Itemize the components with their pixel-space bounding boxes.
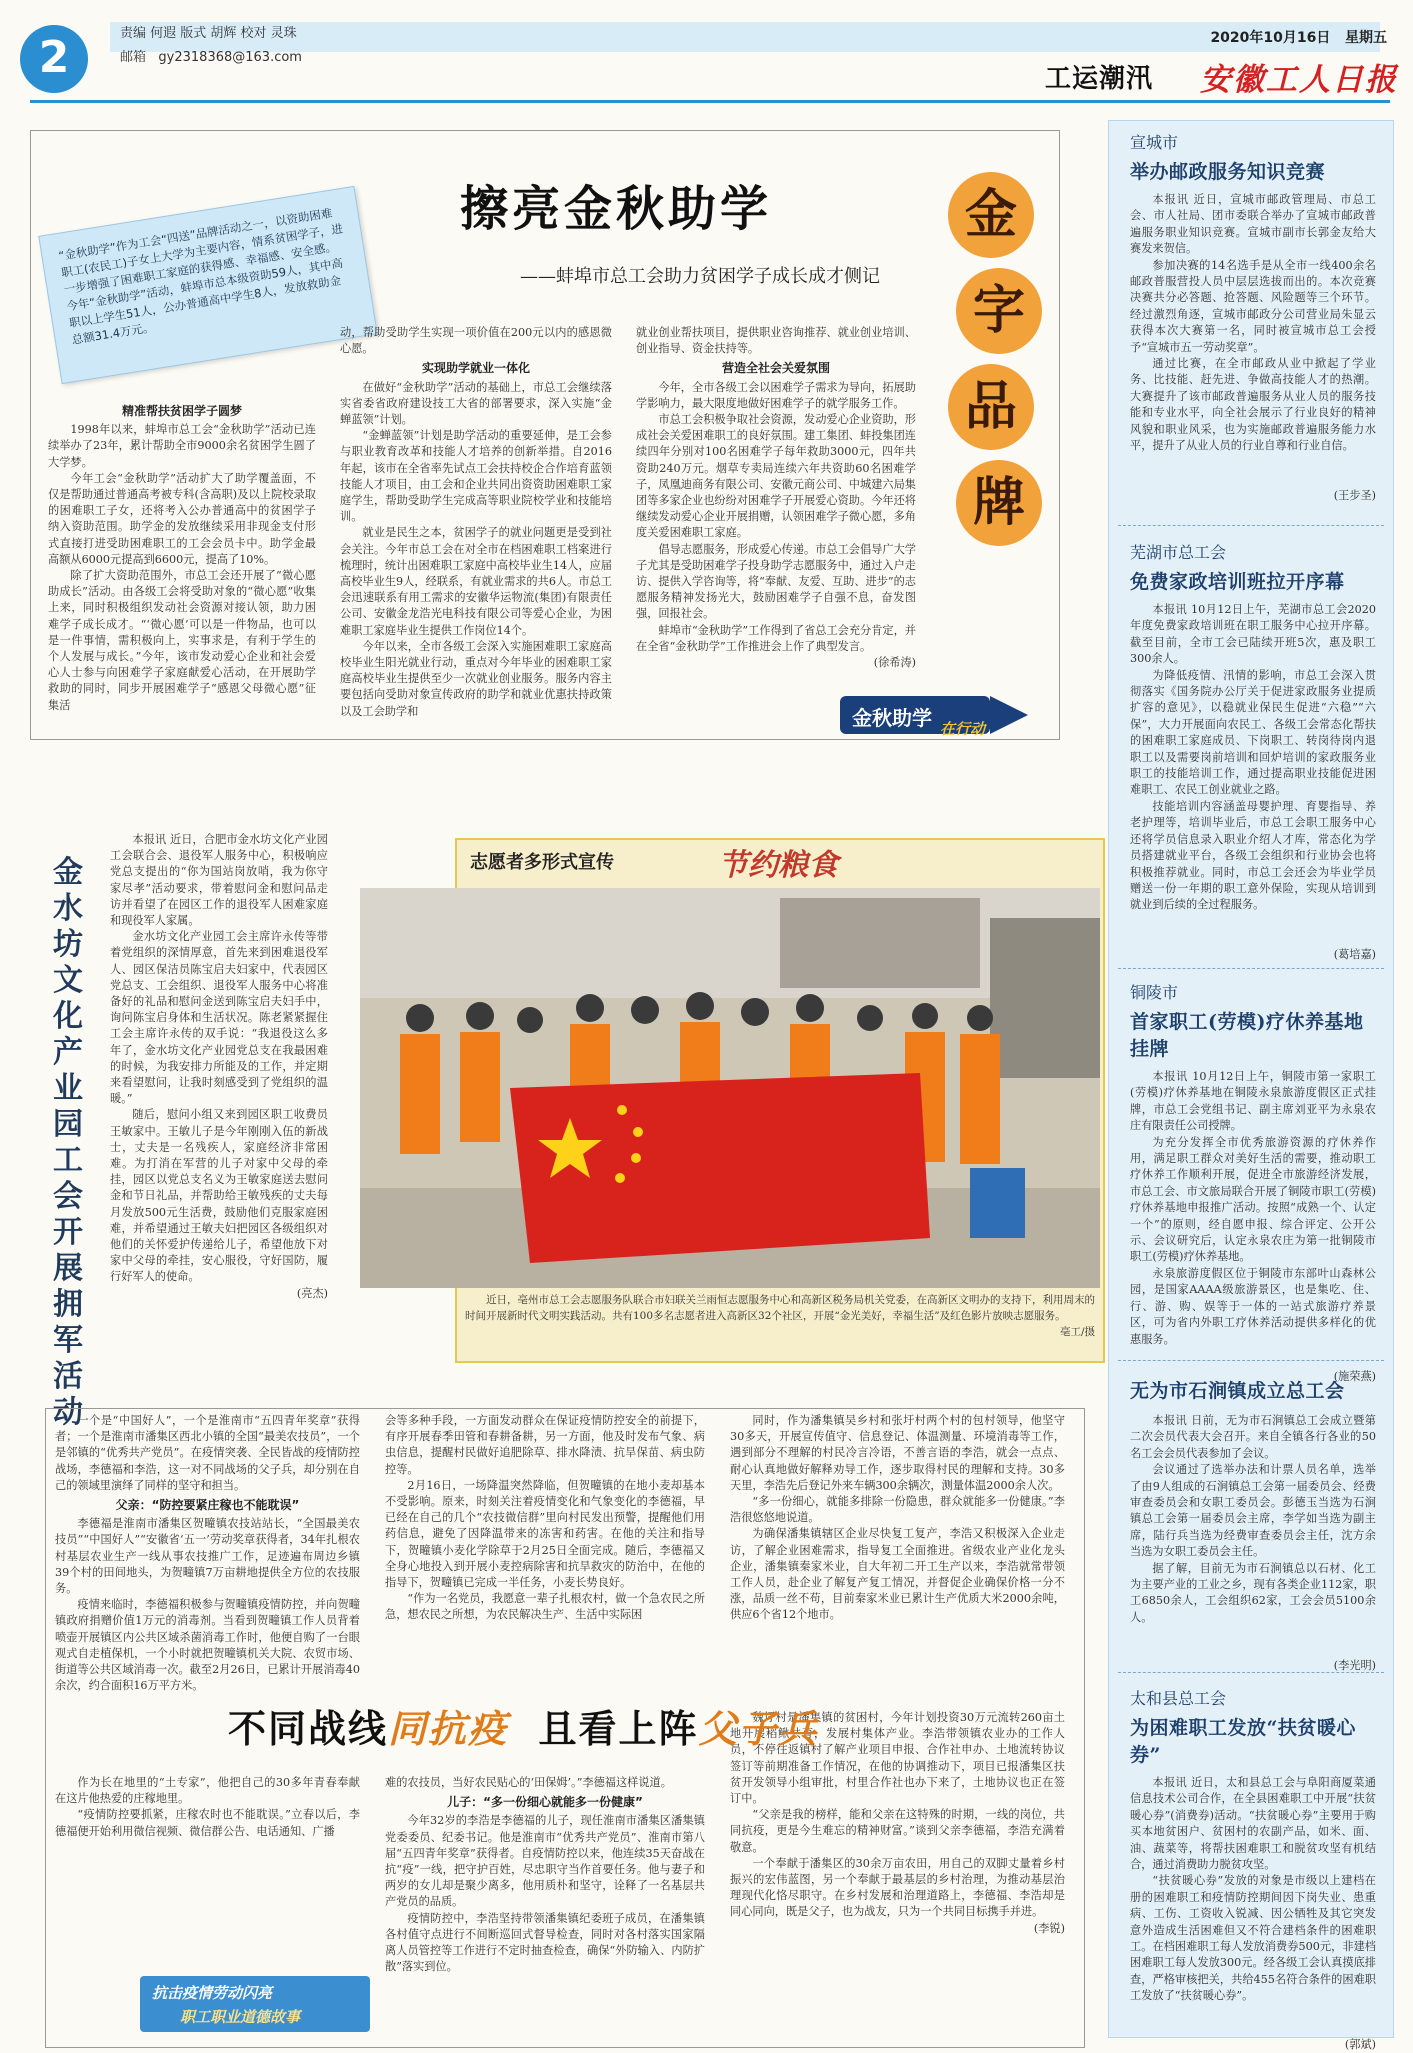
paragraph: 魏圩村是潘集镇的贫困村，今年计划投资30万元流转260亩土地开展稻鳅共育，发展村集体产业。李浩带领镇农业办的工作人员，不停往返镇村了解产业项目申报、合作社申办、土地流转协议签订等前期准备工作情况，在他的协调推动下，项目已报潘集区扶贫开发领导小组审批，村里合作社也办下来了，土地协议也正在签订中。 bbox=[730, 1711, 1065, 1806]
feature-subtitle: ——蚌埠市总工会助力贫困学子成长成才侧记 bbox=[520, 266, 880, 287]
paragraph: 本报讯 日前，无为市石涧镇总工会成立暨第二次会员代表大会召开。来自全镇各行各业的50名工会会员代表参加了会议。 bbox=[1130, 1414, 1376, 1460]
paragraph: 市总工会积极争取社会资源，发动爱心企业资助，形成社会关爱困难职工的良好氛围。建工集团、蚌投集团连续四年分别对100名困难学子每年救助3000元，四年共资助240万元。烟草专卖局连续六年共资助60名困难学子，凤凰迪商务有限公司、安徽元商公司、中城建六局集团等多家企业也纷纷对困难学子开展爱心资助。今年还将继续发动爱心企业开展捐赠，认领困难学子微心愿，多角度关爱困难职工家庭。 bbox=[636, 413, 916, 540]
paragraph: 今年以来，全市各级工会深入实施困难职工家庭高校毕业生阳光就业行动，重点对今年毕业的困难职工家庭高校毕业生提供至少一次就业创业服务。服务内容主要包括向受助对象宣传政府的助学和就业优惠扶持政策以及工会助学和 bbox=[340, 639, 612, 718]
paragraph: 就业是民生之本，贫困学子的就业问题更是受到社会关注。今年市总工会在对全市在档困难职工档案进行梳理时，统计出困难职工家庭中高校毕业生14人，应届高校毕业生9人，经联系，有就业需求的共6人。市总工会迅速联系有用工需求的安徽华运物流(集团)有限责任公司、安徽金龙浩光电科技有限公司等爱心企业，为困难职工家庭毕业生提供工作岗位14个。 bbox=[340, 526, 612, 637]
section-name: 工运潮汛 bbox=[1045, 64, 1154, 94]
brand-char: 牌 bbox=[956, 460, 1042, 546]
paragraph: 会议通过了选举办法和计票人员名单，选举了由9人组成的石涧镇总工会第一届委员会、经费审查委员会和女职工委员会。彭德玉当选为石涧镇总工会第一届委员会主席，李学如当选为副主席，陆行兵当选为经费审查委员会主任，沈方余当选为女职工委员会主任。 bbox=[1130, 1463, 1376, 1559]
paragraph: 今年，全市各级工会以困难学子需求为导向，拓展助学影响力，最大限度地做好困难学子的就学服务工作。 bbox=[636, 380, 916, 410]
paragraph: 在做好“金秋助学”活动的基础上，市总工会继续落实省委省政府建设技工大省的部署要求，深入实施“金蝉蓝领”计划。 bbox=[340, 380, 612, 427]
editors-line: 责编 何遐 版式 胡辉 校对 灵珠 bbox=[120, 26, 297, 41]
paragraph: 本报讯 10月12日上午，芜湖市总工会2020年度免费家政培训班在职工服务中心拉开序幕。截至目前，全市工会已陆续开班5次，惠及职工300余人。 bbox=[1130, 603, 1376, 666]
bottom-col1-heading: 父亲：“防控要紧庄稼也不能耽误” bbox=[115, 1498, 300, 1513]
sidebar-story bbox=[1130, 1372, 1376, 1674]
paragraph: 一个奉献于潘集区的30余万亩农田，用自己的双脚丈量着乡村振兴的宏伟蓝图，另一个奉献于最基层的乡村治理，为推动基层治理现代化恪尽职守。在乡村发展和治理道路上，李德福、李浩却是同心同向，既是父子，也为战友，只为一个共同目标携手并进。 bbox=[730, 1856, 1065, 1919]
photo-credit: 亳工/摄 bbox=[1059, 1326, 1095, 1338]
issue-weekday: 星期五 bbox=[1345, 30, 1387, 46]
bottom-column-1-cont bbox=[55, 1775, 360, 2005]
story-author: (王步圣) bbox=[1333, 489, 1376, 502]
veteran-vertical-title: 金水坊文化产业园工会开展拥军活动 bbox=[53, 855, 83, 1430]
paragraph: 金水坊文化产业园工会主席许永传等带着党组织的深情厚意，首先来到困难退役军人、园区保洁员陈宝启夫妇家中，代表园区党总支、工会组织、退役军人服务中心将准备好的礼品和慰问金送到陈宝启夫妇手中，询问陈宝启身体和生活状况。陈老紧紧握住工会主席许永传的双手说：“我退役这么多年了，金水坊文化产业园党总支在我最困难的时候，为我安排力所能及的工作，并定期来看望慰问，让我时刻感受到了党组织的温暖。” bbox=[110, 930, 328, 1106]
story-body bbox=[1130, 1069, 1376, 1369]
paragraph: 为充分发挥全市优秀旅游资源的疗休养作用，满足职工群众对美好生活的需要，推动职工疗休养工作顺利开展，促进全市旅游经济发展，市总工会、市文旅局联合开展了铜陵市职工(劳模)疗休养基地申报推广活动。按照“成熟一个、认定一个”的原则，经自愿申报、综合评定、公开公示、会议研究后，认定永泉农庄为第一批铜陵市职工(劳模)疗休养基地。 bbox=[1130, 1135, 1376, 1264]
promo-tag: 在行动 bbox=[940, 720, 986, 738]
bottom-column-3-cont bbox=[730, 1710, 1065, 2030]
feature-col3-heading: 营造全社会关爱氛围 bbox=[721, 361, 830, 376]
email-address: gy2318368@163.com bbox=[158, 50, 302, 65]
sidebar-divider bbox=[1118, 525, 1384, 526]
bottom-col2-heading: 儿子：“多一份细心就能多一份健康” bbox=[447, 1795, 643, 1810]
bottom-headline bbox=[228, 1698, 819, 1753]
brand-badge bbox=[948, 172, 1042, 546]
paragraph: 同时，作为潘集镇吴乡村和张圩村两个村的包村领导，他坚守30多天，开展宣传值守、信息登记、体温测量、环境消毒等工作，遇到部分不理解的村民冷言冷语，不善言语的李浩，就会一点点、耐心认真地做好解释劝导工作，逐步取得村民的理解和支持。30多天里，李浩先后登记外来车辆300余辆次，测量体温2000余人次。 bbox=[730, 1414, 1065, 1492]
email-line bbox=[120, 46, 302, 65]
paragraph: 参加决赛的14名选手是从全市一线400余名邮政普服营投人员中层层选拔而出的。本次竞赛决赛共分必答题、抢答题、风险题等三个环节。经过激烈角逐，宣城市邮政分公司营业局朱显云获得本次大赛第一名，同时被宣城市总工会授予“宣城市五一劳动奖章”。 bbox=[1130, 258, 1376, 354]
paragraph: 会等多种手段，一方面发动群众在保证疫情防控安全的前提下，有序开展春季田管和春耕备耕，另一方面，他及时发布气象、病虫信息，提醒村民做好追肥除草、排水降渍、抗旱保苗、病虫防控等。 bbox=[385, 1414, 705, 1476]
story-author: (施荣燕) bbox=[1333, 1370, 1376, 1383]
sidebar-story bbox=[1130, 540, 1376, 963]
veteran-article bbox=[110, 832, 328, 1362]
campaign-badge bbox=[140, 1976, 370, 2032]
story-author: (李光明) bbox=[1333, 1659, 1376, 1672]
paragraph: 据了解，目前无为市石涧镇总以石材、化工为主要产业的工业之乡，现有各类企业112家，职工6850余人，工会组织62家，工会会员5100余人。 bbox=[1130, 1561, 1376, 1624]
photo-title: 志愿者多形式宣传 bbox=[470, 852, 614, 873]
header-rule bbox=[30, 100, 1390, 103]
bottom-column-2 bbox=[385, 1413, 705, 1688]
headline-part: 且看上阵 bbox=[538, 1706, 699, 1751]
paragraph: 难的农技员，当好农民贴心的‘田保姆’。”李德福这样说道。 bbox=[385, 1776, 672, 1789]
feature-title: 擦亮金秋助学 bbox=[460, 181, 773, 237]
story-body bbox=[1130, 1413, 1376, 1658]
headline-part: 父子兵 bbox=[698, 1706, 819, 1751]
photo-caption bbox=[465, 1292, 1095, 1340]
paragraph: 为确保潘集镇辖区企业尽快复工复产，李浩又积极深入企业走访，了解企业困难需求，指导复工全面推进。省级农业产业化龙头企业，潘集镇秦家米业，自大年初二开工生产以来，李浩就常带领工作人员，赴企业了解复产复工情况，并督促企业确保价格一分不涨，品质一丝不苟，目前秦家米业已累计生产优质大米2000余吨，供应6个省12个地市。 bbox=[730, 1527, 1065, 1622]
newspaper-logo: 安徽工人日报 bbox=[1200, 62, 1398, 98]
page-number-badge: 2 bbox=[20, 25, 88, 93]
paragraph: “多一份细心，就能多排除一份隐患，群众就能多一份健康。”李浩很悠悠地说道。 bbox=[730, 1495, 1065, 1525]
story-place: 太和县总工会 bbox=[1130, 1689, 1227, 1708]
paragraph: 倡导志愿服务，形成爱心传递。市总工会倡导广大学子尤其是受助困难学子投身助学志愿服务中，通过入户走访、提供入学咨询等，将“奉献、友爱、互助、进步”的志愿服务精神发扬光大，鼓励困难学子自强不息，奋发图强，回报社会。 bbox=[636, 542, 916, 621]
paragraph: “扶贫暖心券”发放的对象是市级以上建档在册的困难职工和疫情防控期间因下岗失业、患重病、工伤、工资收入锐减、因公牺牲及其它突发意外造成生活困难但又不符合建档条件的困难职工。在档困难职工每人发放消费券500元，非建档困难职工每人发放300元。经各级工会认真摸底排查，严格审核把关，共给455名符合条件的困难职工发放了“扶贫暖心券”。 bbox=[1130, 1874, 1376, 2003]
paragraph: 本报讯 近日，宣城市邮政管理局、市总工会、市人社局、团市委联合举办了宣城市邮政普遍服务职业知识竞赛。宣城市副市长郭金友给大赛发来贺信。 bbox=[1130, 193, 1376, 256]
story-title: 举办邮政服务知识竞赛 bbox=[1130, 161, 1326, 183]
feature-col2-heading: 实现助学就业一体化 bbox=[421, 361, 530, 376]
volunteer-photo bbox=[360, 888, 1100, 1288]
paragraph: 技能培训内容涵盖母婴护理、育婴指导、养老护理等，培训毕业后，市总工会职工服务中心还将学员信息录入职业介绍人才库，常态化为学员搭建就业平台，各级工会组织和行业协会也将积极推荐就业。同时，市总工会还会为毕业学员赠送一份一年期的职工意外保险，实现从培训到就业到后续的全过程服务。 bbox=[1130, 799, 1376, 912]
story-place: 铜陵市 bbox=[1130, 983, 1179, 1002]
photo-highlight: 节约粮食 bbox=[718, 848, 838, 883]
feature-column-2 bbox=[340, 325, 612, 750]
paragraph: 今年工会“金秋助学”活动扩大了助学覆盖面，不仅是帮助通过普通高考被专科(含高职)及以上院校录取的困难职工子女，还将考入公办普通高中的贫困学子纳入资助范围。助学金的发放继续采用非现金支付形式直接打进受助困难职工的工会会员卡中。助学金最高额从6000元提高到6600元，提高了10%。 bbox=[48, 471, 316, 566]
paragraph: 蚌埠市“金秋助学”工作得到了省总工会充分肯定，并在全省“金秋助学”工作推进会上作了典型发言。 bbox=[636, 623, 916, 653]
feature-column-1 bbox=[48, 400, 316, 750]
bottom-author: (李锐) bbox=[1033, 1921, 1065, 1935]
promo-text: 金秋助学 bbox=[852, 706, 932, 730]
paragraph: 就业创业帮扶项目，提供职业咨询推荐、就业创业培训、创业指导、资金扶持等。 bbox=[636, 326, 916, 356]
paragraph: “疫情防控要抓紧，庄稼农时也不能耽误。”立春以后，李德福便开始利用微信视频、微信群公告、电话通知、广播 bbox=[55, 1808, 360, 1838]
photo-caption-text: 近日，亳州市总工会志愿服务队联合市妇联关兰雨恒志愿服务中心和高新区税务局机关党委，在高新区文明办的支持下，利用周末的时间开展新时代文明实践活动。共有100多名志愿者进入高新区32个社区，开展“金光美好，幸福生活”及红色影片放映志愿服务。 bbox=[465, 1294, 1095, 1322]
summary-card: “金秋助学”作为工会“四送”品牌活动之一，以资助困难职工(农民工)子女上大学为主要内容，情系贫困学子，进一步增强了困难职工家庭的获得感、幸福感、安全感。今年“金秋助学”活动，蚌埠市总本级资助59人，其中高职以上学生51人，公办普通高中学生8人，发放救助金总额31.4万元。 bbox=[38, 186, 378, 384]
story-body bbox=[1130, 192, 1376, 488]
paragraph: 除了扩大资助范围外，市总工会还开展了“微心愿 助成长”活动。由各级工会将受助对象的“微心愿”收集上来，同时积极组织发动社会资源对接认领，助力困难学子成长成才。“‘微心愿’可以是一件物品，也可以是一件事情，需积极向上，实事求是，有利于学生的个人发展与成长。”今年，该市发动爱心企业和社会爱心人士参与向困难学子家庭献爱心活动，在开展助学救助的同时，同步开展困难学子“感恩父母微心愿”征集活 bbox=[48, 569, 316, 712]
paragraph: 动，帮助受助学生实现一项价值在200元以内的感恩微心愿。 bbox=[340, 326, 612, 356]
campaign-badge-line1: 抗击疫情劳动闪亮 bbox=[152, 1984, 273, 2002]
brand-char: 品 bbox=[948, 364, 1034, 450]
paragraph: 本报讯 10月12日上午，铜陵市第一家职工(劳模)疗休养基地在铜陵永泉旅游度假区正式挂牌，市总工会党组书记、副主席刘亚平为永泉农庄有限责任公司授牌。 bbox=[1130, 1070, 1376, 1133]
story-title: 首家职工(劳模)疗休养基地挂牌 bbox=[1130, 1011, 1364, 1060]
veteran-author: (亮杰) bbox=[296, 1286, 328, 1300]
issue-date: 2020年10月16日 bbox=[1210, 30, 1331, 46]
paragraph: 通过比赛，在全市邮政从业中掀起了学业务、比技能、赶先进、争做高技能人才的热潮。大赛提升了该市邮政普遍服务从业人员的服务技能和专业水平，向全社会展示了行业良好的精神风貌和职业风采，也为实施邮政普遍服务能力水平，提升了从业人员的行业自尊和行业自信。 bbox=[1130, 357, 1376, 453]
paragraph: 本报讯 近日，合肥市金水坊文化产业园工会联合会、退役军人服务中心，积极响应党总支提出的“你为国站岗放哨，我为你守家尽孝”活动要求，带着慰问金和慰问品走访并看望了在园区工作的退役军人困难家庭和现役军人家属。 bbox=[110, 833, 328, 928]
headline-part: 同抗疫 bbox=[388, 1706, 509, 1751]
paragraph: “金蝉蓝领”计划是助学活动的重要延伸，是工会参与职业教育改革和技能人才培养的创新举措。自2016年起，该市在全省率先试点工会扶持校企合作培育蓝领技能人才项目，由工会和企业共同出资资助困难职工家庭学生，帮助受助学生完成高等职业院校学业和技能培训。 bbox=[340, 429, 612, 524]
sidebar-story bbox=[1130, 980, 1376, 1385]
bottom-column-3 bbox=[730, 1413, 1065, 1703]
brand-char: 金 bbox=[948, 172, 1034, 258]
paragraph: 今年32岁的李浩是李德福的儿子，现任淮南市潘集区潘集镇党委委员、纪委书记。他是淮南市“优秀共产党员”、淮南市第八届“五四青年奖章”获得者。自疫情防控以来，他连续35天奋战在抗“疫”一线，把守护百姓，尽忠职守当作首要任务。他与妻子和两岁的女儿却是聚少离多，他用质朴和坚守，诠释了一名基层共产党员的品质。 bbox=[385, 1814, 705, 1909]
headline-part: 不同战线 bbox=[228, 1706, 389, 1751]
story-title: 免费家政培训班拉开序幕 bbox=[1130, 571, 1345, 593]
story-title: 无为市石涧镇成立总工会 bbox=[1130, 1380, 1345, 1402]
email-label: 邮箱 bbox=[120, 50, 147, 65]
paragraph: 为降低疫情、汛情的影响，市总工会深入贯彻落实《国务院办公厅关于促进家政服务业提质扩容的意见》，以稳就业保民生促进“六稳”“六保”，大力开展面向农民工、各级工会常态化帮扶的困难职工家庭成员、下岗职工、转岗待岗内退职工以及需要岗前培训和回炉培训的家政服务业职工的技能培训工作，通过提高职业技能促进困难职工、农民工创业就业之路。 bbox=[1130, 668, 1376, 797]
story-place: 芜湖市总工会 bbox=[1130, 543, 1227, 562]
paragraph: “父亲是我的榜样，能和父亲在这特殊的时期，一线的岗位，共同抗疫，更是今生难忘的精神财富。”谈到父亲李德福，李浩充满着敬意。 bbox=[730, 1808, 1065, 1854]
feature-author: (徐希涛) bbox=[873, 656, 916, 670]
sidebar-story bbox=[1130, 130, 1376, 504]
promo-badge bbox=[840, 690, 1030, 746]
bottom-column-2-cont bbox=[385, 1775, 705, 2030]
volunteer-photo-image bbox=[360, 888, 1100, 1288]
bottom-column-1 bbox=[55, 1413, 360, 1693]
paragraph: 本报讯 近日，太和县总工会与阜阳商厦菜通信息技术公司合作，在全县困难职工中开展“扶贫暖心券”(消费券)活动。“扶贫暖心券”主要用于购买本地贫困户、贫困村的农副产品，如米、面、油、蔬菜等，将帮扶困难职工和脱贫攻坚有机结合，通过消费助力脱贫攻坚。 bbox=[1130, 1776, 1376, 1872]
paragraph: 疫情防控中，李浩坚持带领潘集镇纪委班子成员，在潘集镇各村值守点进行不间断巡回式督导检查，同时对各村落实国家隔离人员管控等工作进行不定时抽查检查，确保“外防输入、内防扩散”落实到位。 bbox=[385, 1911, 705, 1974]
paragraph: 疫情来临时，李德福积极参与贺疃镇疫情防控，并向贺疃镇政府捐赠价值1万元的消毒剂。当看到贺疃镇工作人员背着喷壶开展镇区内公共区域杀菌消毒工作时，他便自购了一台眼观式自走植保机，一个小时就把贺疃镇机关大院、农贸市场、街道等公共区域消毒一次。截至2月26日，已累计开展消毒40余次，约合面积16万平方米。 bbox=[55, 1598, 360, 1693]
paragraph: 随后，慰问小组又来到园区职工收费员王敏家中。王敏儿子是今年刚刚入伍的新战士，丈夫是一名残疾人，家庭经济非常困难。为打消在军营的儿子对家中父母的牵挂，园区以党总支名义为王敏家庭送去慰问金和节日礼品，并帮助给王敏残疾的丈夫每月发放500元生活费，鼓励他们克服家庭困难，并希望通过王敏夫妇把园区各级组织对他们的关怀爱护传递给儿子，希望他放下对家中父母的牵挂，安心服役，守好国防，履行好军人的使命。 bbox=[110, 1108, 328, 1284]
sidebar-divider bbox=[1118, 1672, 1384, 1673]
paragraph: 作为长在地里的“土专家”，他把自己的30多年青春奉献在这片他热爱的庄稼地里。 bbox=[55, 1776, 360, 1806]
paragraph: “作为一名党员，我愿意一辈子扎根农村，做一个急农民之所急，想农民之所想，为农民解决生产、生活中实际困 bbox=[385, 1592, 705, 1622]
feature-col1-heading: 精准帮扶贫困学子圆梦 bbox=[121, 404, 242, 418]
paragraph: 永泉旅游度假区位于铜陵市东部叶山森林公园，是国家AAAA级旅游景区，也是集吃、住、行、游、购、娱等于一体的一站式旅游疗养景区，可为省内外职工疗休养活动提供多样化的优惠服务。 bbox=[1130, 1266, 1376, 1346]
story-author: (葛培嘉) bbox=[1333, 948, 1376, 961]
story-place: 宣城市 bbox=[1130, 133, 1179, 152]
story-body bbox=[1130, 602, 1376, 947]
paragraph: 2月16日，一场降温突然降临，但贺疃镇的在地小麦却基本不受影响。原来，时刻关注着疫情变化和气象变化的李德福，早已经在自己的几个“农技微信群”里向村民发出预警，提醒他们用药信息，避免了因降温带来的冻害和药害。在他的关注和指导下，贺疃镇小麦化学除草于2月25日全面完成。随后，李德福又全身心地投入到开展小麦控病除害和抗旱救灾的防治中，在他的指导下，贺疃镇已完成一半任务，小麦长势良好。 bbox=[385, 1478, 705, 1590]
feature-column-3 bbox=[636, 325, 916, 750]
story-title: 为困难职工发放“扶贫暖心券” bbox=[1130, 1717, 1356, 1766]
paragraph: 一个是“中国好人”，一个是淮南市“五四青年奖章”获得者；一个是淮南市潘集区西北小镇的全国“最美农技员”，一个是邻镇的“优秀共产党员”。在疫情突袭、全民皆战的疫情防控战场，李德福和李浩，这一对不同战场的父子兵，却分别在自己的领域里演绎了同样的坚守和担当。 bbox=[55, 1414, 360, 1492]
story-body bbox=[1130, 1775, 1376, 2037]
sidebar-divider bbox=[1118, 1360, 1384, 1361]
paragraph: 1998年以来，蚌埠市总工会“金秋助学”活动已连续举办了23年，累计帮助全市9000余名贫困学生圆了大学梦。 bbox=[48, 423, 316, 469]
brand-char: 字 bbox=[956, 268, 1042, 354]
story-author: (郭斌) bbox=[1344, 2038, 1376, 2051]
paragraph: 李德福是淮南市潘集区贺疃镇农技站站长，“全国最美农技员”“中国好人”“安徽省‘五一’劳动奖章获得者，34年扎根农村基层农业生产一线从事农技推广工作，足迹遍布周边乡镇39个村的田间地头，为贺疃镇7万亩耕地提供全方位的农技服务。 bbox=[55, 1517, 360, 1596]
sidebar-story bbox=[1130, 1686, 1376, 2053]
campaign-badge-line2: 职工职业道德故事 bbox=[180, 2008, 301, 2026]
date-line bbox=[1210, 27, 1387, 47]
sidebar-divider bbox=[1118, 968, 1384, 969]
